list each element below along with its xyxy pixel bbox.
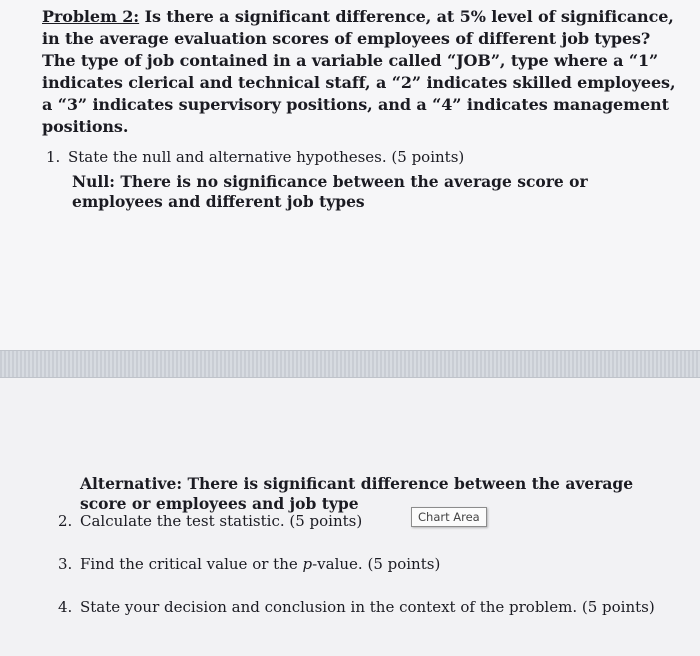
question-3 xyxy=(58,555,440,574)
problem-statement xyxy=(42,6,682,138)
null-hypothesis-answer: Null: There is no significance between the average score or employees and different job types xyxy=(72,172,588,211)
alternative-hypothesis-answer: Alternative: There is significant difference between the average score or employees and job type xyxy=(80,474,634,513)
question-2-text: Calculate the test statistic. (5 points) xyxy=(80,512,363,530)
question-2 xyxy=(58,512,362,531)
page-divider xyxy=(0,350,700,378)
question-4 xyxy=(58,598,655,617)
question-3-text-before: Find the critical value or the xyxy=(80,555,303,573)
question-4-text: State your decision and conclusion in the context of the problem. (5 points) xyxy=(80,598,655,616)
problem-label: Problem 2: xyxy=(42,7,140,26)
question-1-text: State the null and alternative hypotheses. (5 points) xyxy=(68,148,465,166)
question-3-number: 3. xyxy=(58,555,73,573)
question-3-text-after: -value. (5 points) xyxy=(312,555,441,573)
question-1-number: 1. xyxy=(46,148,61,166)
problem-text: Is there a significant difference, at 5% level of significance, in the average evaluation scores of employees of different job types? The type of job contained in a variable called “JOB”, type where a “1” indicates clerical and technical staff, a “2” indicates skilled employees, a “3” indicates supervisory positions, and a “4” indicates management positions. xyxy=(42,7,676,136)
chart-area-tooltip: Chart Area xyxy=(411,507,487,527)
question-3-p-symbol: p xyxy=(302,555,313,573)
question-2-number: 2. xyxy=(58,512,73,530)
question-4-number: 4. xyxy=(58,598,73,616)
question-1 xyxy=(46,148,464,167)
